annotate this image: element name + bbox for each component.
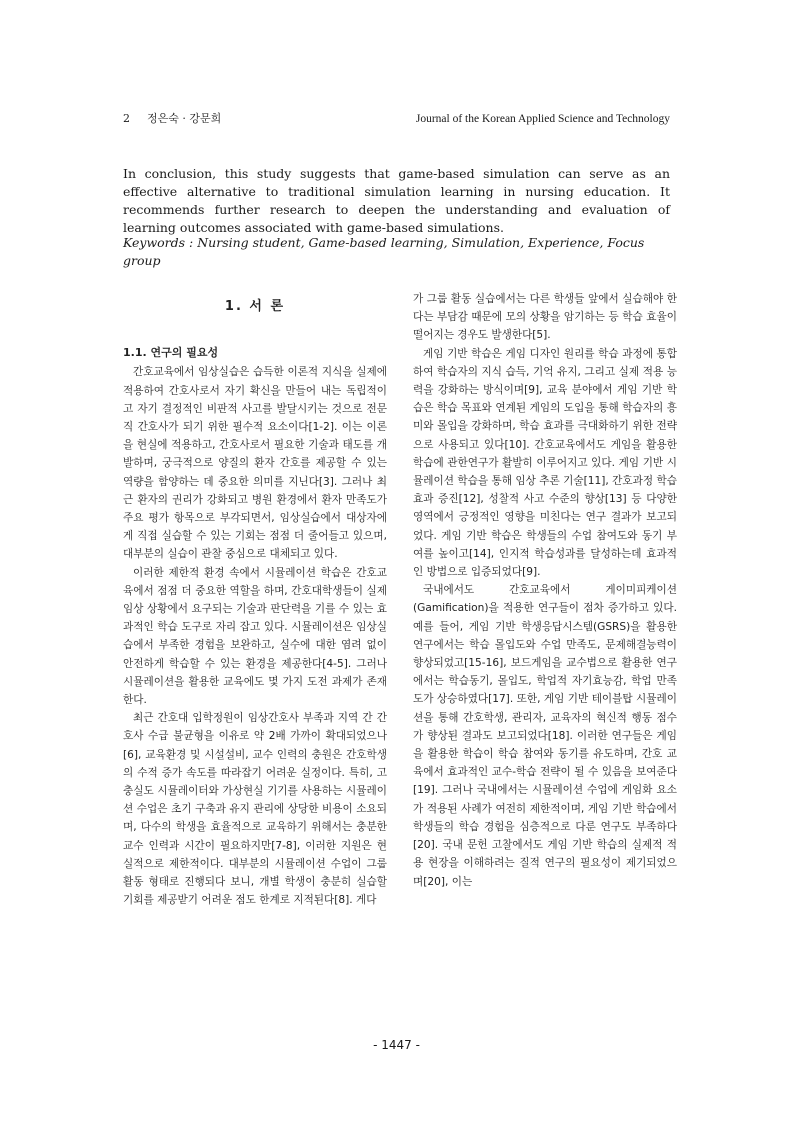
left-column <box>123 290 387 910</box>
paragraph: 최근 간호대 입학정원이 임상간호사 부족과 지역 간 간호사 수급 불균형을 이유로 약 2배 가까이 확대되었으나[6], 교육환경 및 시설설비, 교수 인력의 충원은 간호학생의 수적 증가 속도를 따라잡기 어려운 실정이다. 특히, 고충실도 시뮬레이터와 가상현실 기기를 사용하는 시뮬레이션 수업은 초기 구축과 유지 관리에 상당한 비용이 소요되며, 다수의 학생을 효율적으로 교육하기 위해서는 충분한 교수 인력과 시간이 필요하지만[7-8], 이러한 지원은 현실적으로 제한적이다. 대부분의 시뮬레이션 수업이 그룹 활동 형태로 진행되다 보니, 개별 학생이 충분히 실습할 기회를 제공받기 어려운 점도 한계로 지적된다[8]. 게다 <box>123 712 387 907</box>
running-header <box>123 111 670 127</box>
paragraph: 게임 기반 학습은 게임 디자인 원리를 학습 과정에 통합하여 학습자의 지식 습득, 기억 유지, 그리고 실제 적용 능력을 강화하는 방식이며[9], 교육 분야에서 게임 기반 학습은 학습 목표와 연계된 게임의 도입을 통해 학습자의 흥미와 몰입을 강화하며, 학습 효과를 극대화하기 위한 전략으로 사용되고 있다[10]. 간호교육에서도 게임을 활용한 학습에 관한연구가 활발히 이루어지고 있다. 게임 기반 시뮬레이션 학습을 통해 임상 추론 기술[11], 간호과정 학습 효과 증진[12], 성찰적 사고 수준의 향상[13] 등 다양한 영역에서 긍정적인 영향을 미친다는 연구 결과가 보고되었다. 게임 기반 학습은 학생들의 수업 참여도와 동기 부여를 높이고[14], 인지적 학습성과를 달성하는데 효과적인 방법으로 입증되었다[9]. <box>413 347 677 579</box>
page-footer-number: - 1447 - <box>373 1038 420 1052</box>
right-column <box>413 290 677 891</box>
paragraph: 국내에서도 간호교육에서 게이미피케이션(Gamification)을 적용한 연구들이 점차 증가하고 있다. 예를 들어, 게임 기반 학생응답시스템(GSRS)을 활용한 연구에서는 학습 몰입도와 수업 만족도, 문제해결능력이 향상되었고[15-16], 보드게임을 교수법으로 활용한 연구에서는 학습동기, 몰입도, 학업적 자기효능감, 학업 만족도가 상승하였다[17]. 또한, 게임 기반 테이블탑 시뮬레이션을 통해 간호학생, 관리자, 교육자의 혁신적 행동 점수가 향상된 결과도 보고되었다[18]. 이러한 연구들은 게임을 활용한 학습이 학습 참여와 동기를 유도하며, 간호 교육에서 효과적인 교수-학습 전략이 될 수 있음을 보여준다[19]. 그러나 국내에서는 시뮬레이션 수업에 게임화 요소가 적용된 사례가 여전히 제한적이며, 게임 기반 학습에서 학생들의 학습 경험을 심층적으로 다룬 연구도 부족하다[20]. 국내 문헌 고찰에서도 게임 기반 학습의 실제적 적용 현장을 이해하려는 질적 연구의 필요성이 제기되었으며[20], 이는 <box>413 584 677 888</box>
header-journal-title: Journal of the Korean Applied Science and Technology <box>415 113 670 125</box>
abstract <box>123 165 670 237</box>
abstract-text: In conclusion, this study suggests that game-based simulation can serve as an effective alternative to traditional simulation learning in nursing education. It recommends further research to deepen the understanding and evaluation of learning outcomes associated with game-based simulations. <box>123 166 670 235</box>
subsection-title: 1.1. 연구의 필요성 <box>123 346 219 360</box>
keywords: Keywords : Nursing student, Game-based learning, Simulation, Experience, Focus group <box>123 235 645 268</box>
header-page-number: 2 <box>123 112 130 125</box>
paragraph: 간호교육에서 임상실습은 습득한 이론적 지식을 실제에 적용하여 간호사로서 자기 확신을 만들어 내는 독립적이고 자기 결정적인 비판적 사고를 발달시키는 것으로 전문직 간호사가 되기 위한 필수적 요소이다[1-2]. 이는 이론을 현실에 적용하고, 간호사로서 필요한 기술과 태도를 개발하며, 궁극적으로 양질의 환자 간호를 제공할 수 있는 역량을 함양하는 데 중요한 의미를 지닌다[3]. 그러나 최근 환자의 권리가 강화되고 병원 환경에서 환자 만족도가 주요 평가 항목으로 부각되면서, 임상실습에서 대상자에게 직접 실습할 수 있는 기회는 점점 더 줄어들고 있으며, 대부분의 실습이 관찰 중심으로 대체되고 있다. <box>123 366 387 561</box>
paragraph: 이러한 제한적 환경 속에서 시뮬레이션 학습은 간호교육에서 점점 더 중요한 역할을 하며, 간호대학생들이 실제 임상 상황에서 요구되는 기술과 판단력을 기를 수 있는 효과적인 학습 도구로 자리 잡고 있다. 시뮬레이션은 임상실습에서 부족한 경험을 보완하고, 실수에 대한 염려 없이 안전하게 학습할 수 있는 환경을 제공한다[4-5]. 그러나 시뮬레이션을 활용한 교육에도 몇 가지 도전 과제가 존재한다. <box>123 566 387 707</box>
header-authors: 정은숙 · 강문희 <box>147 112 222 125</box>
paragraph: 가 그룹 활동 실습에서는 다른 학생들 앞에서 실습해야 한다는 부담감 때문에 모의 상황을 암기하는 등 학습 효율이 떨어지는 경우도 발생한다[5]. <box>413 293 677 342</box>
section-title: 1. 서 론 <box>224 299 286 314</box>
